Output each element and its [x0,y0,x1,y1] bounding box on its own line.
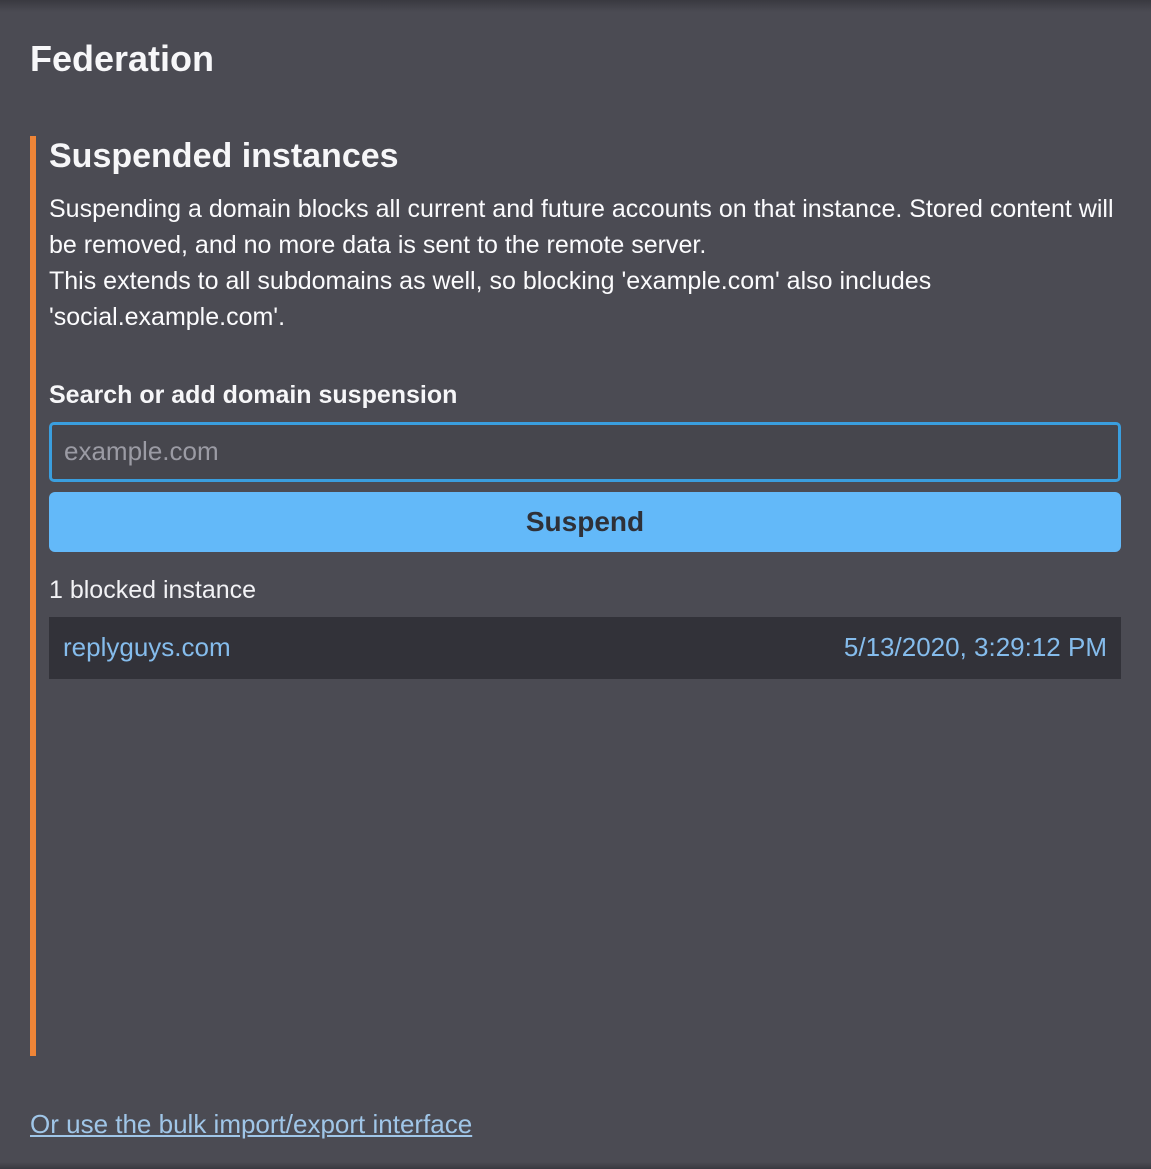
domain-search-input[interactable] [49,422,1121,482]
suspended-instances-section [30,136,1121,1056]
suspend-button[interactable]: Suspend [49,492,1121,552]
section-description [49,191,1121,335]
bulk-import-export-link[interactable]: Or use the bulk import/export interface [30,1109,473,1139]
section-empty-space [49,679,1121,1056]
description-line-1: Suspending a domain blocks all current and future accounts on that instance. Stored content will be removed, and no more data is sent to the remote server. [49,194,1114,259]
bottom-edge-shade [0,1162,1151,1169]
page-title: Federation [30,38,215,79]
blocked-instance-domain-link[interactable]: replyguys.com [63,632,231,663]
page-footer [30,1109,1121,1140]
blocked-count: 1 blocked instance [49,575,257,604]
section-heading: Suspended instances [49,137,399,175]
blocked-instance-date: 5/13/2020, 3:29:12 PM [843,632,1107,663]
domain-search-label: Search or add domain suspension [49,380,458,409]
description-line-2: This extends to all subdomains as well, so blocking 'example.com' also includes 'social.example.com'. [49,266,932,331]
blocked-instance-row [49,617,1121,679]
